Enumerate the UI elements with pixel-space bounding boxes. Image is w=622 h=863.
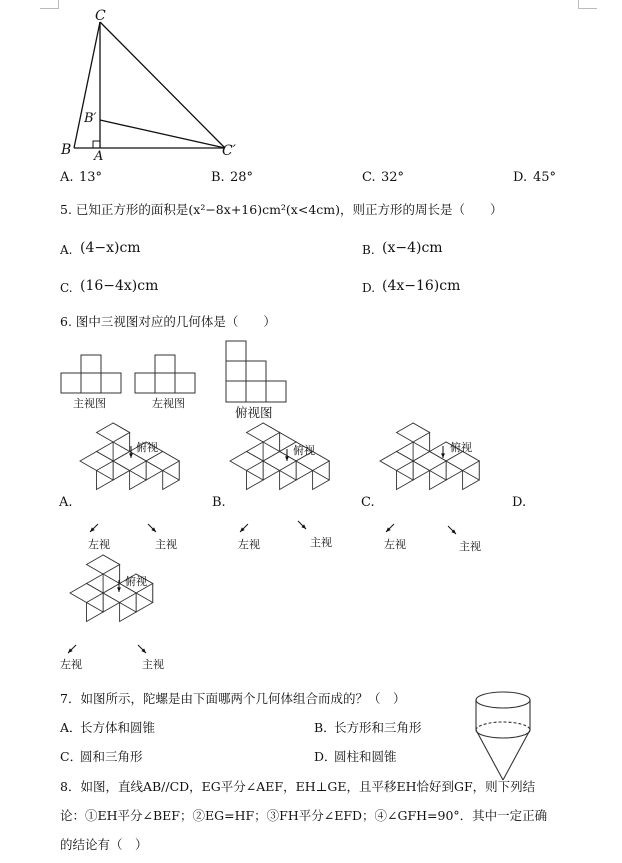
q6-front-view-label: 主视图 bbox=[73, 397, 106, 410]
label-C-prime: C′ bbox=[222, 143, 236, 159]
q8-line-3: 的结论有（ ） bbox=[60, 837, 148, 852]
q4-option-b: 28° bbox=[230, 170, 254, 185]
q6-option-c-letter: C. bbox=[361, 495, 375, 510]
q5-option-c: (16−4x)cm bbox=[80, 278, 159, 294]
q5-option-d-letter: D. bbox=[362, 281, 376, 295]
q5-option-b: (x−4)cm bbox=[382, 240, 443, 256]
q6a-front-dir-label: 主视 bbox=[155, 538, 177, 551]
q4-option-c: 32° bbox=[381, 170, 405, 185]
spinning-top-figure bbox=[470, 688, 550, 788]
q4-option-a: 13° bbox=[79, 170, 103, 185]
q6-left-view-label: 左视图 bbox=[152, 397, 185, 410]
q6-option-d-letter: D. bbox=[512, 495, 527, 510]
q4-option-a-letter: A. bbox=[60, 170, 74, 185]
q6d-top-dir-label: 俯视 bbox=[125, 575, 147, 588]
q4-option-b-letter: B. bbox=[211, 170, 225, 185]
q5-stem: 5. 已知正方形的面积是(x²−8x+16)cm²(x<4cm)，则正方形的周长是（ ） bbox=[60, 202, 503, 217]
q6a-left-dir-label: 左视 bbox=[88, 538, 110, 551]
q7-option-a-letter: A． bbox=[60, 720, 82, 735]
q6c-left-dir-label: 左视 bbox=[384, 538, 406, 551]
q6b-left-dir-label: 左视 bbox=[238, 538, 260, 551]
q7-option-d-letter: D． bbox=[314, 749, 337, 764]
label-B-prime: B′ bbox=[84, 111, 97, 126]
q6-option-a-letter: A. bbox=[59, 495, 73, 510]
q5-option-d: (4x−16)cm bbox=[382, 278, 461, 294]
q6c-front-dir-label: 主视 bbox=[459, 540, 481, 553]
q5-option-a-letter: A. bbox=[60, 243, 73, 257]
q7-option-c-letter: C． bbox=[60, 749, 83, 764]
q5-option-c-letter: C. bbox=[60, 281, 73, 295]
q6d-left-dir-label: 左视 bbox=[60, 658, 82, 671]
q4-option-d: 45° bbox=[533, 170, 557, 185]
q6-option-b-letter: B. bbox=[212, 495, 226, 510]
q7-option-c: 圆和三角形 bbox=[80, 749, 143, 764]
label-B: B bbox=[61, 142, 72, 158]
label-C: C bbox=[95, 8, 106, 24]
q6a-top-dir-label: 俯视 bbox=[136, 441, 158, 454]
q6c-top-dir-label: 俯视 bbox=[450, 441, 472, 454]
q7-option-d: 圆柱和圆锥 bbox=[334, 749, 397, 764]
q7-option-b-letter: B． bbox=[314, 720, 336, 735]
q4-option-c-letter: C. bbox=[362, 170, 376, 185]
q7-stem: 7．如图所示，陀螺是由下面哪两个几何体组合而成的？（ ） bbox=[60, 691, 406, 706]
q8-line-1: 8．如图，直线AB//CD，EG平分∠AEF，EH⊥GE，且平移EH恰好到GF，则下列结 bbox=[60, 779, 536, 794]
q5-option-a: (4−x)cm bbox=[80, 240, 141, 256]
q4-option-d-letter: D. bbox=[513, 170, 528, 185]
q8-line-2: 论：①EH平分∠BEF；②EG=HF；③FH平分∠EFD；④∠GFH=90°．其中一定正确 bbox=[60, 808, 548, 823]
q6d-front-dir-label: 主视 bbox=[142, 658, 164, 671]
q6-stem: 6. 图中三视图对应的几何体是（ ） bbox=[60, 314, 276, 329]
q6b-top-dir-label: 俯视 bbox=[293, 444, 315, 457]
label-A: A bbox=[94, 149, 104, 164]
q6-top-view-label: 俯视图 bbox=[235, 405, 273, 420]
q7-option-b: 长方形和三角形 bbox=[334, 720, 422, 735]
q5-option-b-letter: B. bbox=[362, 243, 375, 257]
q7-option-a: 长方体和圆锥 bbox=[80, 720, 156, 735]
q6b-front-dir-label: 主视 bbox=[310, 536, 332, 549]
